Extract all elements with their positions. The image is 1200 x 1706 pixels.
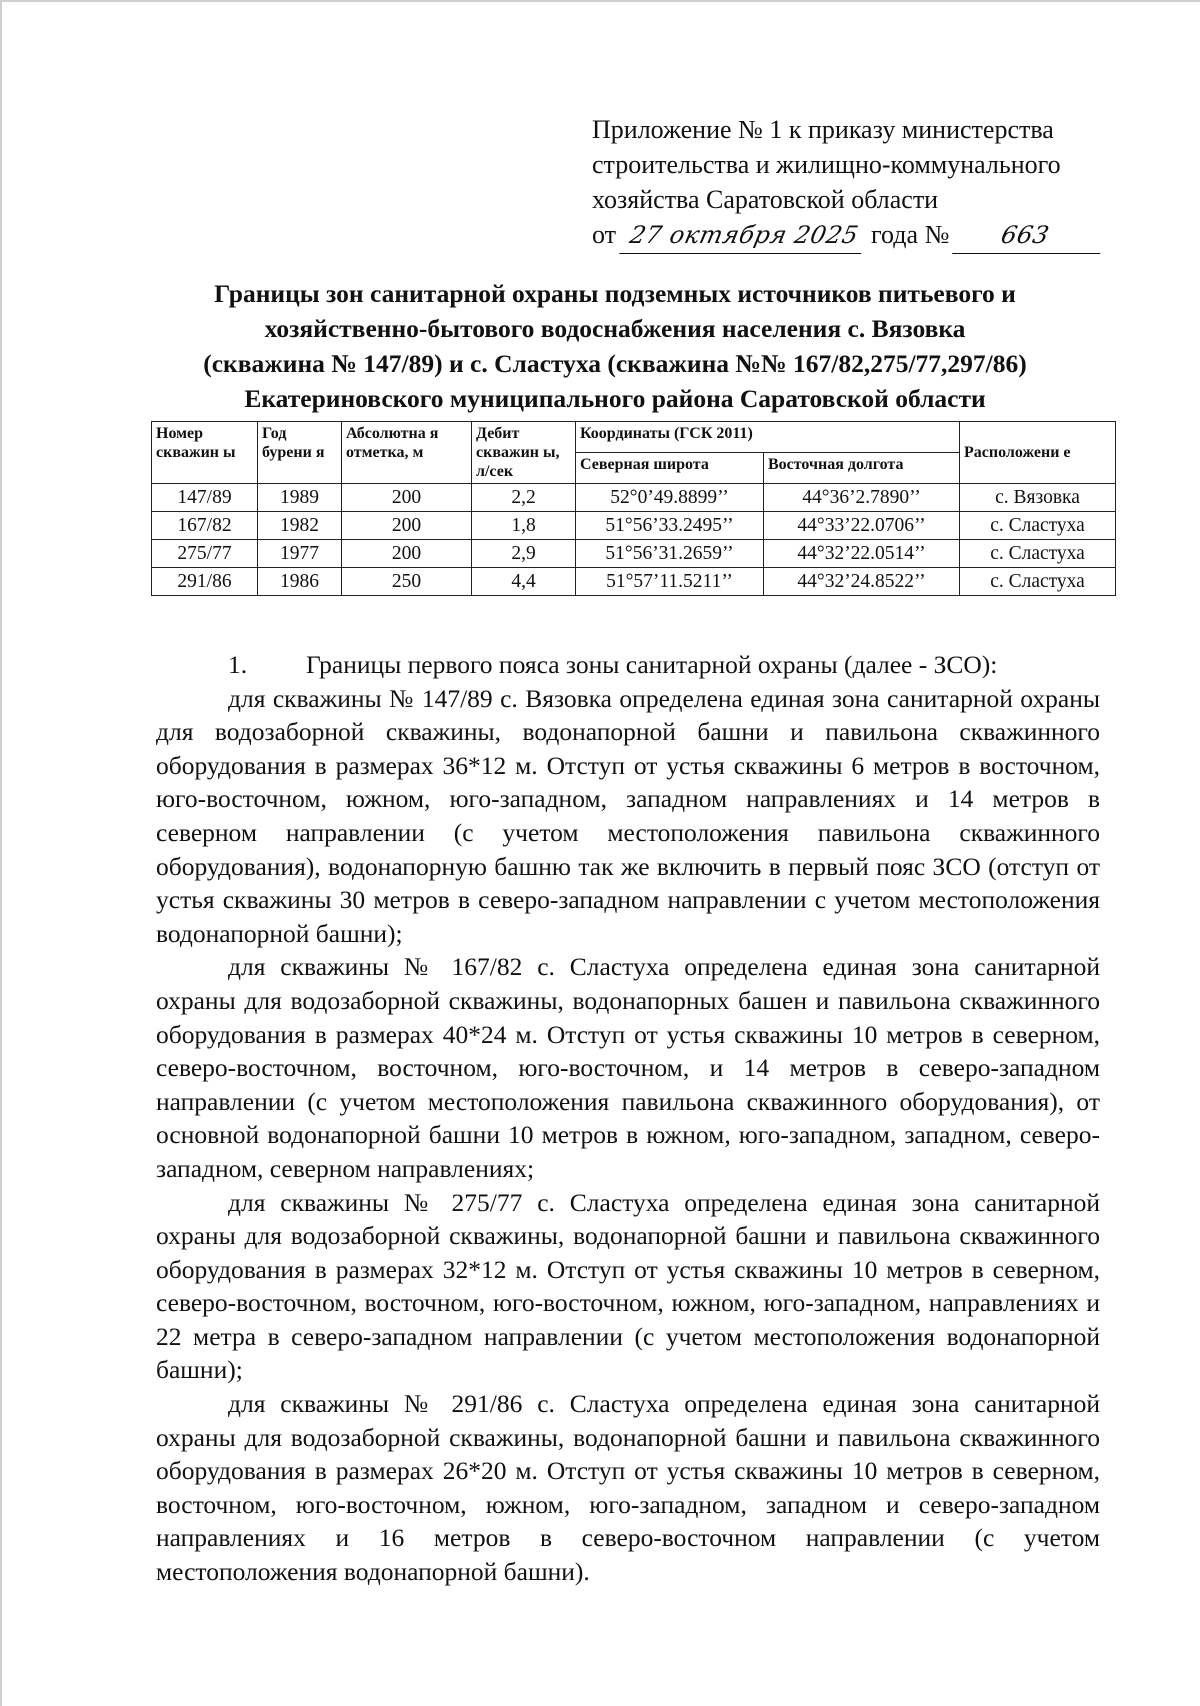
title-line-3: (скважина № 147/89) и с. Сластуха (скважина №№ 167/82,275/77,297/86) xyxy=(203,349,1027,378)
document-title xyxy=(150,276,1080,416)
cell-longitude: 44°32’22.0514’’ xyxy=(764,540,960,568)
title-line-4: Екатериновского муниципального района Саратовской области xyxy=(244,384,986,413)
cell-latitude: 51°56’33.2495’’ xyxy=(576,512,764,540)
cell-year: 1989 xyxy=(258,484,342,512)
table-row xyxy=(152,568,1116,596)
cell-well-number: 167/82 xyxy=(152,512,258,540)
appendix-line-1: Приложение № 1 к приказу министерства xyxy=(592,115,1054,144)
year-label: года № xyxy=(871,220,950,249)
cell-year: 1982 xyxy=(258,512,342,540)
cell-longitude: 44°32’24.8522’’ xyxy=(764,568,960,596)
cell-location: с. Вязовка xyxy=(960,484,1116,512)
cell-altitude: 200 xyxy=(342,484,472,512)
cell-year: 1986 xyxy=(258,568,342,596)
cell-location: с. Сластуха xyxy=(960,540,1116,568)
header-flow-rate: Дебит скважин ы, л/сек xyxy=(472,422,576,484)
header-drilling-year: Год бурени я xyxy=(258,422,342,484)
cell-location: с. Сластуха xyxy=(960,568,1116,596)
header-longitude: Восточная долгота xyxy=(764,453,960,484)
table-row xyxy=(152,484,1116,512)
cell-longitude: 44°33’22.0706’’ xyxy=(764,512,960,540)
header-latitude: Северная широта xyxy=(576,453,764,484)
cell-well-number: 147/89 xyxy=(152,484,258,512)
cell-altitude: 200 xyxy=(342,540,472,568)
header-location: Расположени е xyxy=(960,422,1116,484)
cell-latitude: 51°56’31.2659’’ xyxy=(576,540,764,568)
cell-flow: 2,9 xyxy=(472,540,576,568)
cell-flow: 1,8 xyxy=(472,512,576,540)
appendix-header xyxy=(592,112,1112,254)
appendix-line-2: строительства и жилищно-коммунального xyxy=(592,150,1061,179)
paragraph-well-147-89: для скважины № 147/89 с. Вязовка определена единая зона санитарной охраны для водозаборной скважины, водонапорной башни и павильона скважинного оборудования в размерах 36*12 м. Отступ от устья скважины 6 метров в восточном, юго-восточном, южном, юго-западном, западном направлениях и 14 метров в северном направлении (с учетом местоположения павильона скважинного оборудования), водонапорную башню так же включить в первый пояс ЗСО (отступ от устья скважины 30 метров в северо-западном направлении с учетом местоположения водонапорной башни); xyxy=(156,683,1100,948)
from-label: от xyxy=(592,220,617,249)
cell-altitude: 250 xyxy=(342,568,472,596)
cell-location: с. Сластуха xyxy=(960,512,1116,540)
cell-longitude: 44°36’2.7890’’ xyxy=(764,484,960,512)
handwritten-date: 27 октября 2025 xyxy=(619,218,869,254)
cell-well-number: 275/77 xyxy=(152,540,258,568)
title-line-2: хозяйственно-бытового водоснабжения населения с. Вязовка xyxy=(264,314,966,343)
cell-year: 1977 xyxy=(258,540,342,568)
cell-latitude: 51°57’11.5211’’ xyxy=(576,568,764,596)
cell-flow: 4,4 xyxy=(472,568,576,596)
cell-latitude: 52°0’49.8899’’ xyxy=(576,484,764,512)
header-altitude: Абсолютна я отметка, м xyxy=(342,422,472,484)
header-coordinates: Координаты (ГСК 2011) xyxy=(576,422,960,453)
document-body xyxy=(156,648,1100,1589)
section-number: 1. xyxy=(228,650,248,679)
paragraph-well-275-77: для скважины № 275/77 с. Сластуха определена единая зона санитарной охраны для водозаборной скважины, водонапорной башни и павильона скважинного оборудования в размерах 32*12 м. Отступ от устья скважины 10 метров в северном, северо-восточном, восточном, юго-восточном, южном, юго-западном, направлениях и 22 метра в северо-западном направлении (с учетом местоположения водонапорной башни); xyxy=(156,1187,1100,1385)
title-line-1: Границы зон санитарной охраны подземных источников питьевого и xyxy=(214,279,1016,308)
handwritten-order-number: 663 xyxy=(952,218,1108,254)
section-heading-text: Границы первого пояса зоны санитарной охраны (далее - ЗСО): xyxy=(306,650,998,679)
table-row xyxy=(152,540,1116,568)
paragraph-well-167-82: для скважины № 167/82 с. Сластуха определена единая зона санитарной охраны для водозаборной скважины, водонапорных башен и павильона скважинного оборудования в размерах 40*24 м. Отступ от устья скважины 10 метров в северном, северо-восточном, восточном, юго-восточном, и 14 метров в северо-западном направлении (с учетом местоположения павильона скважинного оборудования), от основной водонапорной башни 10 метров в южном, юго-западном, западном, северо-западном, северном направлениях; xyxy=(156,952,1100,1183)
table-row xyxy=(152,512,1116,540)
wells-table xyxy=(151,421,1116,596)
paragraph-well-291-86: для скважины № 291/86 с. Сластуха определена единая зона санитарной охраны для водозаборной скважины, водонапорной башни и павильона скважинного оборудования в размерах 26*20 м. Отступ от устья скважины 10 метров в северном, восточном, юго-восточном, южном, юго-западном, западном и северо-западном направлениях и 16 метров в северо-восточном направлении (с учетом местоположения водонапорной башни). xyxy=(156,1389,1100,1587)
cell-flow: 2,2 xyxy=(472,484,576,512)
appendix-line-3: хозяйства Саратовской области xyxy=(592,185,939,214)
cell-altitude: 200 xyxy=(342,512,472,540)
section-1-heading xyxy=(156,648,1100,682)
cell-well-number: 291/86 xyxy=(152,568,258,596)
appendix-date-line xyxy=(592,217,1112,254)
header-well-number: Номер скважин ы xyxy=(152,422,258,484)
